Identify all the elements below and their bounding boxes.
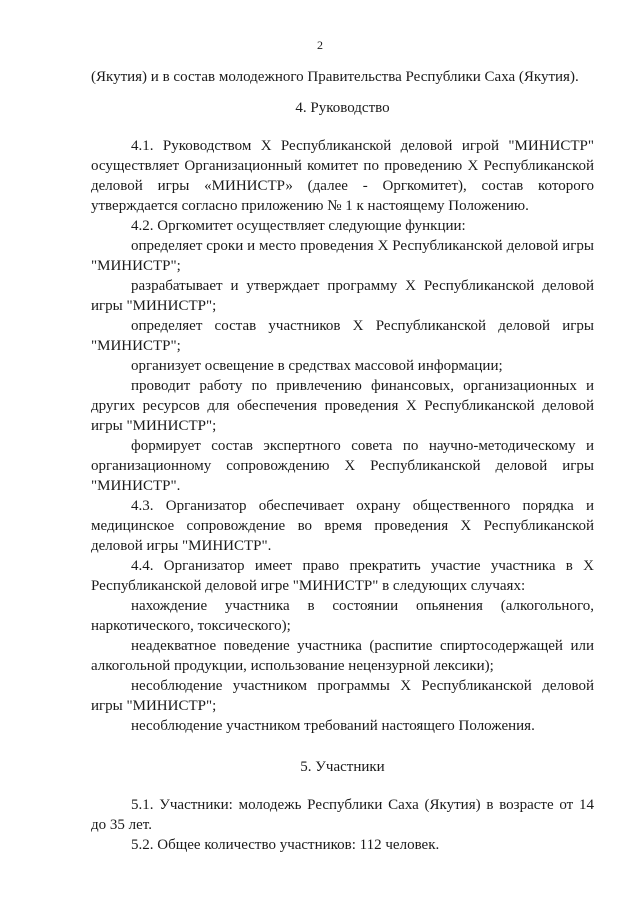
- paragraph-4-2: 4.2. Оргкомитет осуществляет следующие функции:: [131, 218, 466, 234]
- function-item-2: разрабатывает и утверждает программу X Республиканской деловой игры "МИНИСТР";: [91, 278, 594, 314]
- paragraph-4-3: 4.3. Организатор обеспечивает охрану общественного порядка и медицинское сопровождение во время проведения X Республиканской деловой игры "МИНИСТР".: [91, 498, 594, 554]
- section-4-title: 4. Руководство: [295, 100, 390, 116]
- paragraph-5-1: 5.1. Участники: молодежь Республики Саха (Якутия) в возрасте от 14 до 35 лет.: [91, 797, 594, 833]
- function-item-6: формирует состав экспертного совета по научно-методическому и организационному сопровождению X Республиканской деловой игры "МИНИСТР".: [91, 438, 594, 494]
- function-item-1: определяет сроки и место проведения X Республиканской деловой игры "МИНИСТР";: [91, 238, 594, 274]
- paragraph-4-4: 4.4. Организатор имеет право прекратить участие участника в X Республиканской деловой игре "МИНИСТР" в следующих случаях:: [91, 558, 594, 594]
- page-number: 2: [317, 38, 323, 52]
- function-item-3: определяет состав участников X Республиканской деловой игры "МИНИСТР";: [91, 318, 594, 354]
- case-item-3: несоблюдение участником программы X Республиканской деловой игры "МИНИСТР";: [91, 678, 594, 714]
- paragraph-4-1: 4.1. Руководством X Республиканской деловой игрой "МИНИСТР" осуществляет Организационный комитет по проведению X Республиканской деловой игры «МИНИСТР» (далее - Оргкомитет), состав которого утверждается согласно приложению № 1 к настоящему Положению.: [91, 138, 594, 214]
- paragraph-5-2: 5.2. Общее количество участников: 112 человек.: [131, 837, 440, 853]
- case-item-1: нахождение участника в состоянии опьянения (алкогольного, наркотического, токсического);: [91, 598, 594, 634]
- case-item-2: неадекватное поведение участника (распитие спиртосодержащей или алкогольной продукции, использование нецензурной лексики);: [91, 638, 594, 674]
- continuation-text: (Якутия) и в состав молодежного Правительства Республики Саха (Якутия).: [91, 69, 579, 85]
- function-item-4: организует освещение в средствах массовой информации;: [131, 358, 503, 374]
- document-body: [91, 67, 594, 855]
- case-item-4: несоблюдение участником требований настоящего Положения.: [131, 718, 535, 734]
- function-item-5: проводит работу по привлечению финансовых, организационных и других ресурсов для обеспечения проведения X Республиканской деловой игры "МИНИСТР";: [91, 378, 594, 434]
- section-5-title: 5. Участники: [300, 759, 385, 775]
